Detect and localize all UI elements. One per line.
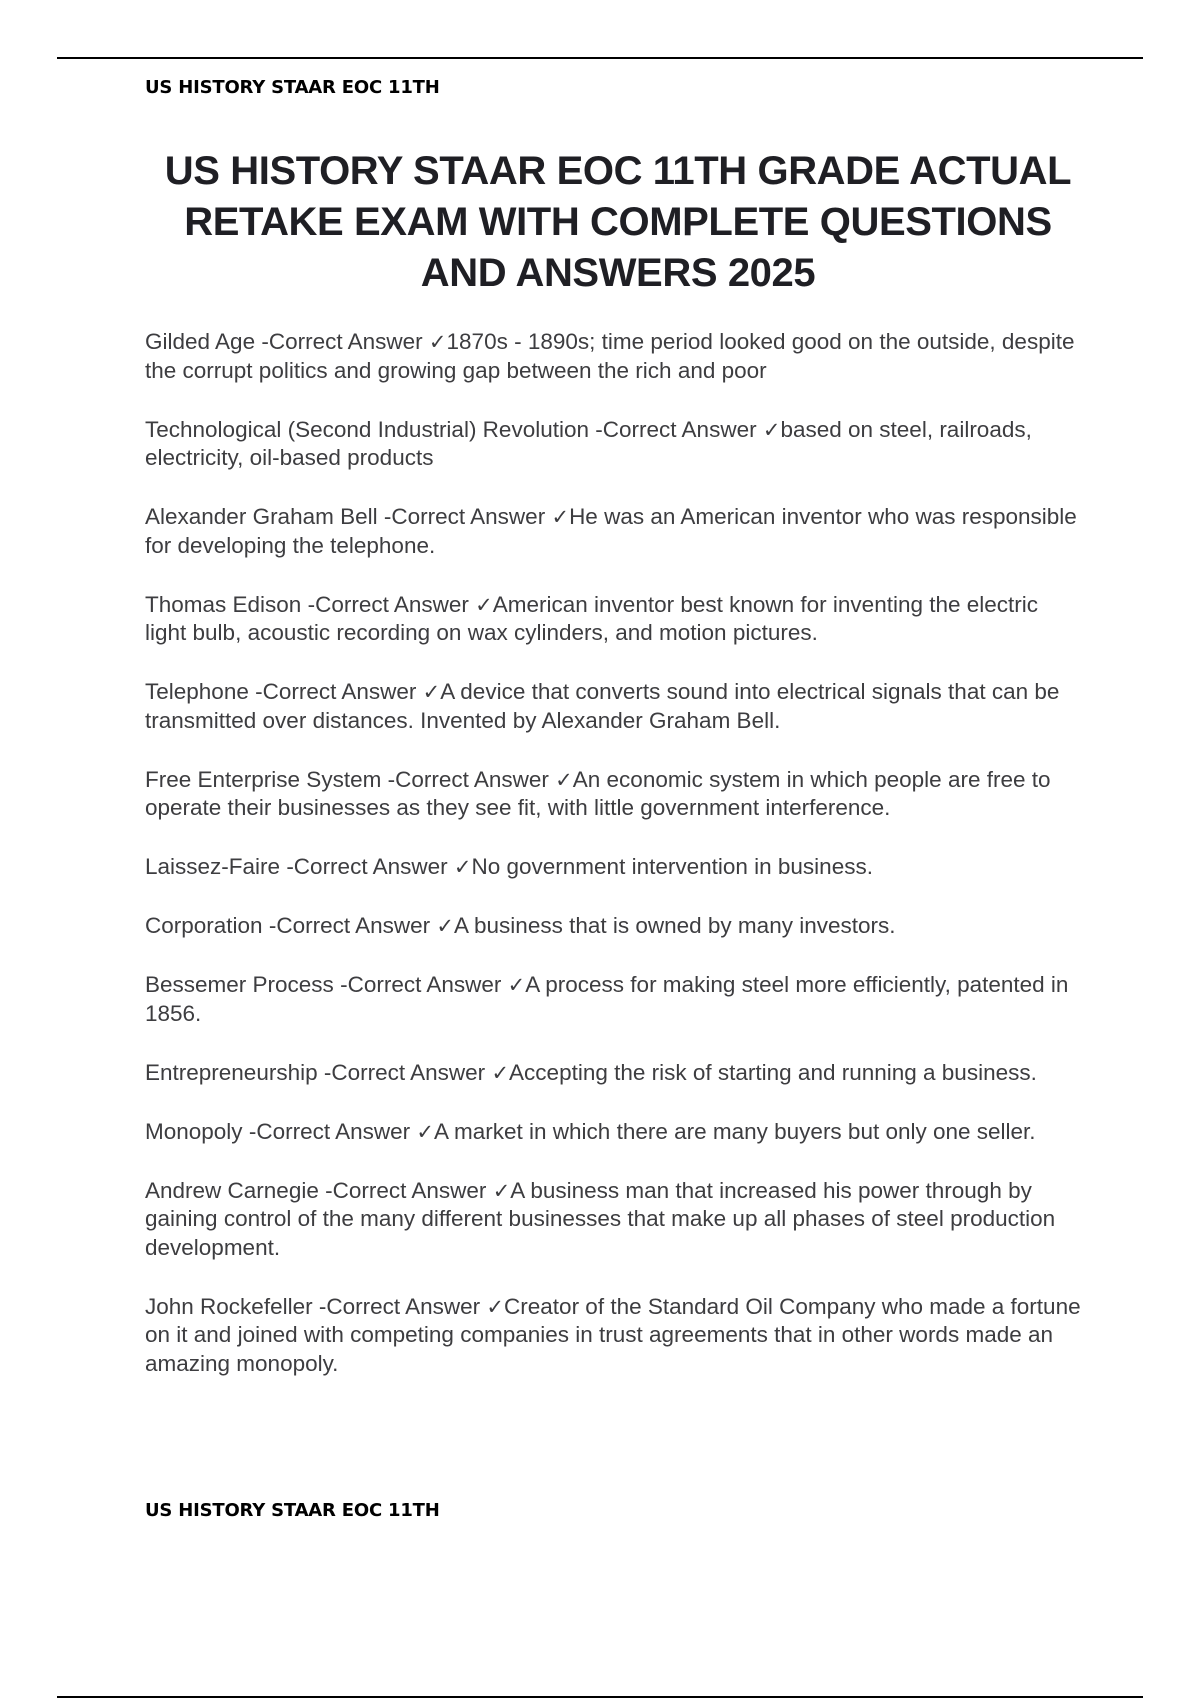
qa-term: Entrepreneurship (145, 1059, 318, 1085)
qa-term: John Rockefeller (145, 1293, 313, 1319)
correct-answer-label: -Correct Answer (323, 1059, 486, 1085)
checkmark-icon: ✓ (486, 1294, 505, 1319)
qa-answer: A market in which there are many buyers but only one seller. (434, 1118, 1036, 1144)
qa-answer: American inventor best known for inventing the electric light bulb, acoustic recording on wax cylinders, and motion pictures. (145, 591, 1039, 645)
qa-answer: An economic system in which people are free to operate their businesses as they see fit, with little government interference. (145, 766, 1051, 820)
correct-answer-label: -Correct Answer (286, 854, 448, 879)
qa-item (145, 912, 1085, 941)
qa-answer: based on steel, railroads, electricity, oil-based products (145, 416, 1032, 470)
qa-answer: He was an American inventor who was responsible for developing the telephone. (145, 504, 1077, 558)
checkmark-icon: ✓ (428, 330, 447, 354)
correct-answer-label: -Correct Answer (325, 1177, 487, 1203)
checkmark-icon: ✓ (555, 767, 573, 792)
correct-answer-label: -Correct Answer (387, 766, 549, 792)
qa-term: Free Enterprise System (145, 766, 382, 792)
qa-term: Alexander Graham Bell (145, 504, 378, 529)
checkmark-icon: ✓ (416, 1119, 434, 1144)
qa-item (145, 678, 1085, 735)
qa-item (145, 1293, 1085, 1379)
qa-item (145, 853, 1085, 882)
correct-answer-label: -Correct Answer (307, 591, 469, 617)
qa-list (145, 328, 1085, 1409)
qa-answer: No government intervention in business. (471, 854, 873, 879)
qa-item (145, 1177, 1085, 1263)
qa-item (145, 766, 1085, 823)
qa-term: Corporation (145, 913, 263, 938)
correct-answer-label: -Correct Answer (248, 1118, 411, 1144)
qa-answer: 1870s - 1890s; time period looked good on the outside, despite the corrupt politics and growing gap between the rich and poor (145, 329, 1075, 383)
qa-item (145, 503, 1085, 560)
qa-term: Thomas Edison (145, 591, 302, 617)
correct-answer-label: -Correct Answer (318, 1293, 481, 1319)
qa-item (145, 591, 1085, 648)
qa-answer: A process for making steel more efficiently, patented in 1856. (145, 972, 1069, 1026)
running-footer: US HISTORY STAAR EOC 11TH (145, 1500, 440, 1521)
checkmark-icon: ✓ (475, 592, 493, 617)
qa-item (145, 328, 1085, 385)
header-rule (57, 57, 1143, 59)
qa-item (145, 416, 1085, 473)
checkmark-icon: ✓ (492, 1178, 511, 1203)
checkmark-icon: ✓ (762, 417, 781, 442)
qa-term: Andrew Carnegie (145, 1177, 319, 1203)
footer-rule (57, 1696, 1143, 1698)
qa-term: Gilded Age (145, 329, 256, 354)
qa-term: Telephone (145, 679, 249, 704)
correct-answer-label: -Correct Answer (340, 972, 502, 997)
qa-answer: A business that is owned by many investors. (454, 913, 896, 938)
correct-answer-label: -Correct Answer (383, 504, 546, 529)
qa-item (145, 1059, 1085, 1088)
correct-answer-label: -Correct Answer (595, 416, 757, 442)
qa-answer: Accepting the risk of starting and running a business. (509, 1059, 1037, 1085)
qa-answer: Creator of the Standard Oil Company who made a fortune on it and joined with competing companies in trust agreements that in other words made an amazing monopoly. (145, 1293, 1081, 1376)
qa-answer: A device that converts sound into electrical signals that can be transmitted over distances. Invented by Alexander Graham Bell. (145, 679, 1060, 733)
qa-term: Bessemer Process (145, 972, 334, 997)
checkmark-icon: ✓ (507, 973, 526, 997)
correct-answer-label: -Correct Answer (268, 913, 431, 938)
qa-item (145, 1118, 1085, 1147)
checkmark-icon: ✓ (491, 1060, 510, 1085)
running-header: US HISTORY STAAR EOC 11TH (145, 77, 440, 98)
qa-term: Monopoly (145, 1118, 243, 1144)
checkmark-icon: ✓ (436, 914, 455, 938)
qa-term: Technological (Second Industrial) Revolution (145, 416, 590, 442)
qa-term: Laissez-Faire (145, 854, 281, 879)
checkmark-icon: ✓ (453, 855, 472, 879)
checkmark-icon: ✓ (551, 505, 570, 529)
qa-item (145, 971, 1085, 1028)
document-title: US HISTORY STAAR EOC 11TH GRADE ACTUAL RETAKE EXAM WITH COMPLETE QUESTIONS AND ANSWERS 2025 (164, 149, 1072, 295)
checkmark-icon: ✓ (422, 680, 441, 704)
correct-answer-label: -Correct Answer (261, 329, 423, 354)
qa-answer: A business man that increased his power through by gaining control of the many different businesses that make up all phases of steel production development. (145, 1177, 1056, 1260)
correct-answer-label: -Correct Answer (255, 679, 417, 704)
